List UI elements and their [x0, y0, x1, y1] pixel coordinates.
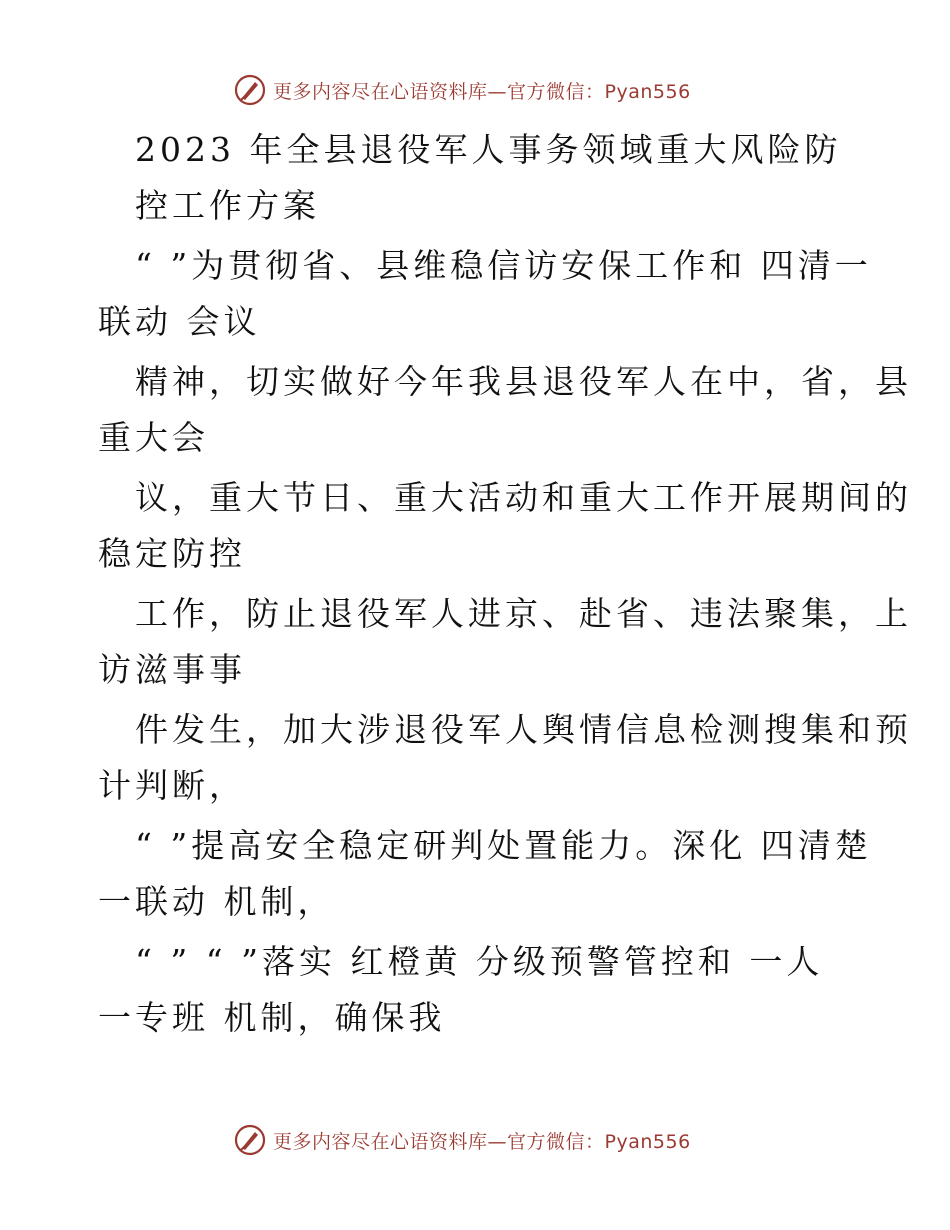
body-line: 议，重大节日、重大活动和重大工作开展期间的: [135, 478, 912, 517]
body-line: 件发生，加大涉退役军人舆情信息检测搜集和预: [135, 710, 912, 749]
body-line: 重大会: [98, 418, 209, 457]
title-line-1: 2023 年全县退役军人事务领域重大风险防: [135, 130, 842, 169]
title-line-2: 控工作方案: [135, 186, 320, 225]
body-line: “ ” “ ”落实 红橙黄 分级预警管控和 一人: [135, 942, 824, 981]
quill-logo-icon: [233, 73, 267, 107]
body-line: 工作，防止退役军人进京、赴省、违法聚集，上: [135, 594, 912, 633]
header-watermark: [233, 72, 691, 108]
body-line: “ ”为贯彻省、县维稳信访安保工作和 四清一: [135, 246, 872, 285]
body-line: 一联动 机制，: [98, 882, 335, 921]
body-line: 精神，切实做好今年我县退役军人在中，省，县: [135, 362, 912, 401]
watermark-text: 更多内容尽在心语资料库—官方微信：Pyan556: [273, 80, 691, 103]
body-line: 访滋事事: [98, 650, 246, 689]
body-line: 计判断，: [98, 766, 246, 805]
footer-watermark: [233, 1122, 691, 1158]
quill-logo-icon: [233, 1123, 267, 1157]
watermark-text: 更多内容尽在心语资料库—官方微信：Pyan556: [273, 1130, 691, 1153]
body-line: 稳定防控: [98, 534, 246, 573]
body-line: 联动 会议: [98, 302, 261, 341]
body-line: 一专班 机制，确保我: [98, 998, 446, 1037]
body-line: “ ”提高安全稳定研判处置能力。深化 四清楚: [135, 826, 872, 865]
